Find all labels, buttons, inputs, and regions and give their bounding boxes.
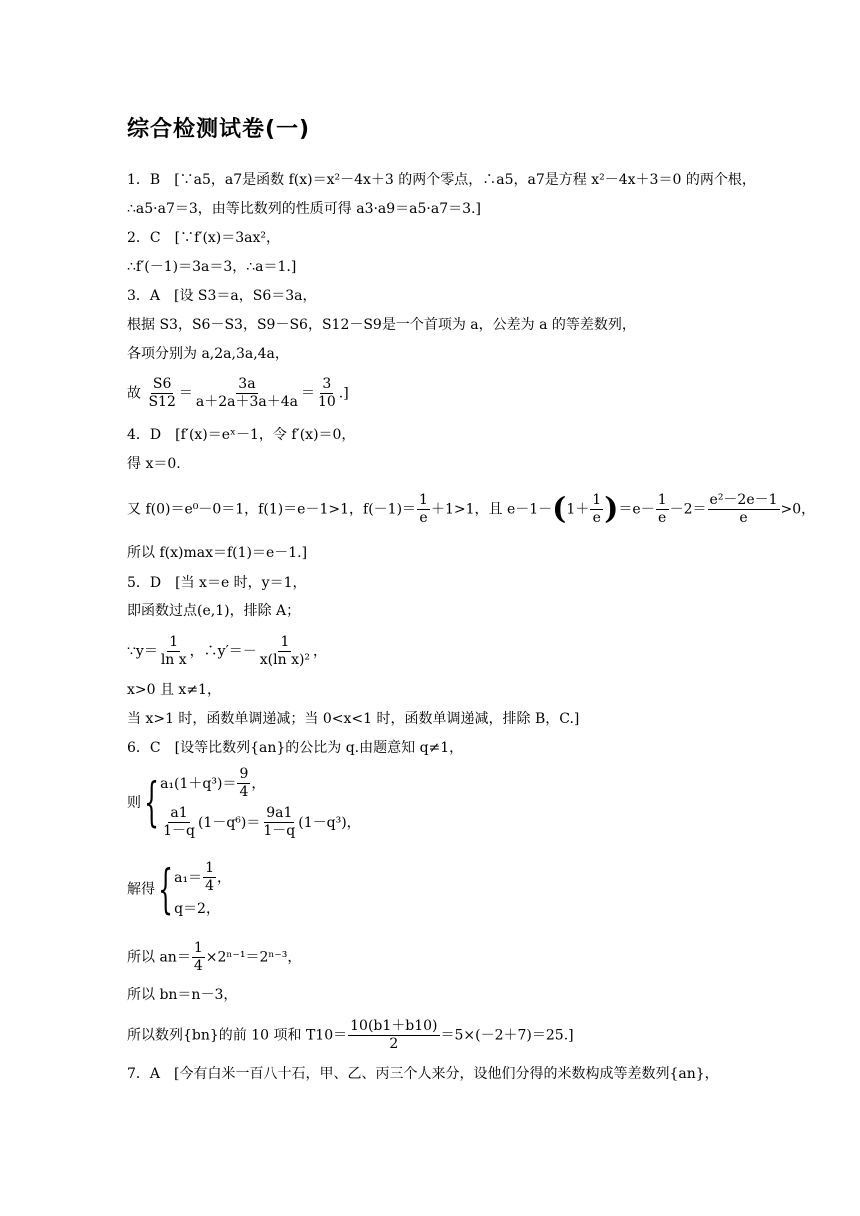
text-line: 各项分别为 a,2a,3a,4a， — [127, 346, 289, 362]
text-prefix: 则 — [127, 795, 141, 811]
text-line: 1．B [∵a5，a7是函数 f(x)＝x²－4x＋3 的两个零点，∴a5，a7是方程 x²－4x＋3＝0 的两个根， — [127, 172, 756, 188]
text-line: 7．A [今有白米一百八十石，甲、乙、丙三个人来分，设他们分得的米数构成等差数列{an}， — [127, 1066, 719, 1082]
fraction: $\frac{1}{4}$ — [205, 860, 214, 894]
fraction: $\frac{3}{10}$ — [317, 376, 336, 410]
brace-icon: { — [144, 773, 159, 833]
text-prefix: 又 f(0)＝e⁰－0＝1，f(1)＝e－1>1，f(－1)＝ — [127, 501, 417, 518]
page-title: 综合检测试卷(一) — [127, 117, 311, 142]
text-line: ∴f′(－1)＝3a＝3，∴a＝1.] — [127, 259, 297, 275]
formula-line: ∵y＝ $\frac{1}{\text{ln x}}$ ，∴y′＝－ $\frac{1}{\text{x(ln x)²}}$ ， — [127, 634, 328, 668]
fraction: $\frac{\text{e²－2e－1}}{e}$ — [709, 492, 778, 526]
equation-system: 解得{ a₁＝ $\frac{1}{4}$ ， q＝2， — [127, 859, 231, 920]
formula-line: 所以数列{bn}的前 10 项和 T10＝ $\frac{10(b1+b10)}{2}$ ＝5×(－2＋7)＝25.] — [127, 1018, 574, 1052]
text-prefix: 解得 — [127, 881, 155, 898]
fraction: $\frac{1}{e}$ — [592, 492, 602, 526]
text-line: ∴a5·a7＝3，由等比数列的性质可得 a3·a9＝a5·a7＝3.] — [127, 201, 481, 217]
formula-line: 故 $\frac{S6}{S12}$ ＝ $\frac{3a}{a+2a+3a+4a}$ ＝ $\frac{3}{10}$ .] — [127, 376, 349, 410]
text-line: 3．A [设 S3＝a，S6＝3a， — [127, 288, 317, 304]
fraction: $\frac{1}{\text{ln x}}$ — [160, 634, 187, 668]
text-line: 2．C [∵f′(x)＝3ax²， — [127, 230, 281, 246]
text-line: 6．C [设等比数列{an}的公比为 q.由题意知 q≠1， — [127, 740, 464, 756]
text-line: 当 x>1 时，函数单调递减；当 0<x<1 时，函数单调递减，排除 B，C.] — [127, 711, 580, 727]
fraction: $\frac{1}{4}$ — [193, 940, 203, 974]
text-prefix: 故 — [127, 385, 141, 402]
fraction: $\frac{9a1}{1-q}$ — [263, 805, 296, 839]
fraction: $\frac{10(b1+b10)}{2}$ — [350, 1018, 438, 1052]
brace-icon: { — [158, 859, 173, 920]
text-line: 根据 S3，S6－S3，S9－S6，S12－S9是一个首项为 a，公差为 a 的等差数列， — [127, 317, 636, 333]
text-line: 得 x＝0. — [127, 456, 181, 472]
text-line: 5．D [当 x＝e 时，y＝1， — [127, 575, 307, 591]
fraction: $\frac{S6}{S12}$ — [148, 376, 176, 410]
fraction: $\frac{1}{\text{x(ln x)²}}$ — [259, 634, 311, 668]
text-line: x>0 且 x≠1， — [127, 682, 221, 698]
text-line: 即函数过点(e,1)，排除 A； — [127, 603, 301, 619]
fraction: $\frac{1}{e}$ — [419, 492, 428, 526]
fraction: $\frac{a1}{1-q}$ — [163, 805, 195, 839]
fraction: $\frac{1}{e}$ — [657, 492, 667, 526]
text-line: 所以 bn＝n－3， — [127, 987, 238, 1003]
equation-system: 则{ a₁(1＋q³)＝ $\frac{9}{4}$ ， $\frac{a1}{1-q}$ (1－q⁶)＝ $\frac{9a1}{1-q}$ (1－q³)， — [127, 766, 361, 839]
fraction: $\frac{9}{4}$ — [239, 766, 249, 800]
fraction: $\frac{3a}{a+2a+3a+4a}$ — [195, 376, 298, 410]
text-line: 所以 f(x)max＝f(1)＝e－1.] — [127, 545, 308, 561]
formula-line: 又 f(0)＝e⁰－0＝1，f(1)＝e－1>1，f(－1)＝ $\frac{1}{e}$ ＋1>1，且 e－1－(1＋ $\frac{1}{e}$ )＝e－ $\frac{1}{e}$ －2＝ $\frac{\text{e²－2e－1}}{e}$ >0， — [127, 491, 816, 527]
formula-line: 所以 an＝ $\frac{1}{4}$ ×2ⁿ⁻¹＝2ⁿ⁻³， — [127, 940, 302, 974]
text-line: 4．D [f′(x)＝eˣ－1，令 f′(x)＝0， — [127, 427, 356, 443]
